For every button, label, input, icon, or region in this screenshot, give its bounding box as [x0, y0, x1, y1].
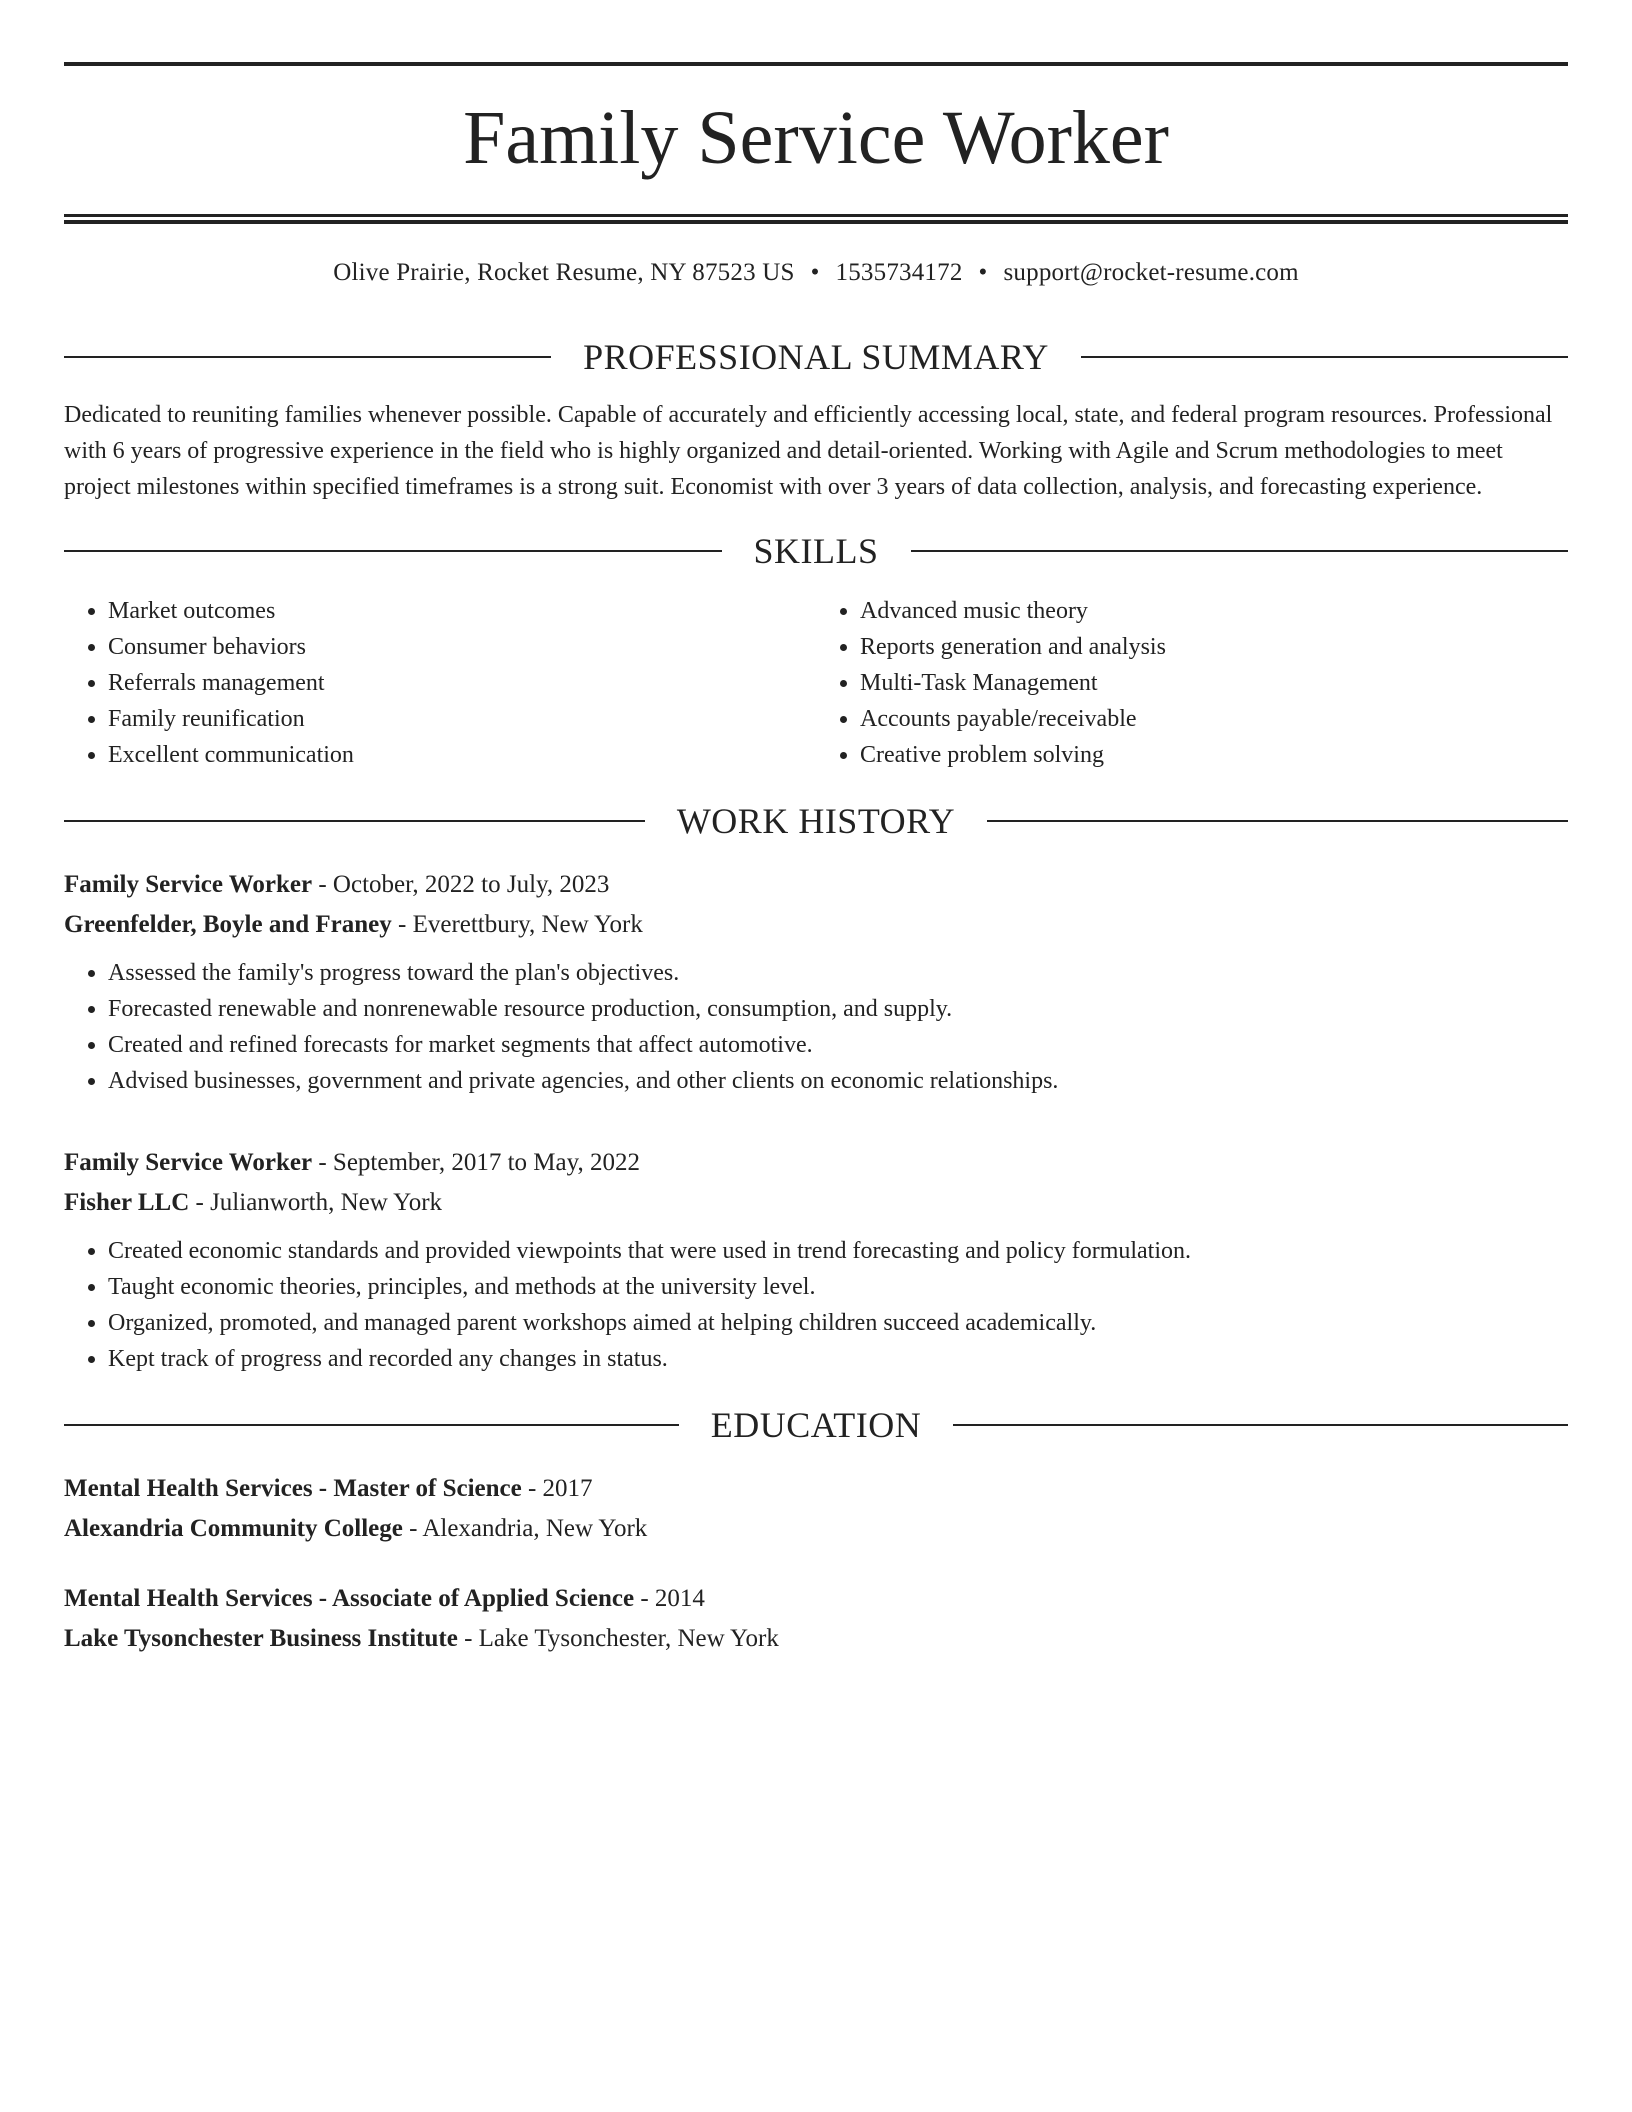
contact-address: Olive Prairie, Rocket Resume, NY 87523 US — [333, 259, 795, 286]
job-bullet: • Assessed the family's progress toward the plan's objectives. — [108, 955, 1568, 991]
education-school-line — [64, 1619, 1568, 1659]
summary-heading — [64, 339, 1568, 375]
job-title-line — [64, 1143, 1568, 1183]
resume-page — [64, 62, 1568, 1659]
heading-rule — [1081, 356, 1568, 358]
job-entry — [64, 1143, 1568, 1377]
skill-item: • Family reunification — [108, 701, 816, 737]
education-school-line — [64, 1509, 1568, 1549]
resume-name: Family Service Worker — [463, 96, 1169, 180]
heading-rule — [64, 550, 722, 552]
skills-list — [64, 593, 1568, 773]
contact-email: support@rocket-resume.com — [1003, 259, 1299, 286]
skill-item: • Creative problem solving — [860, 737, 1568, 773]
job-bullet: • Created and refined forecasts for market segments that affect automotive. — [108, 1027, 1568, 1063]
education-degree-line — [64, 1579, 1568, 1619]
job-company-line — [64, 905, 1568, 945]
contact-separator: • — [810, 259, 820, 286]
job-company: Greenfelder, Boyle and Franey — [64, 911, 392, 938]
job-company-line — [64, 1183, 1568, 1223]
job-dates: - September, 2017 to May, 2022 — [312, 1149, 640, 1176]
section-title: PROFESSIONAL SUMMARY — [583, 337, 1049, 377]
section-title: EDUCATION — [710, 1405, 922, 1445]
skill-item: • Advanced music theory — [860, 593, 1568, 629]
education-location: - Lake Tysonchester, New York — [457, 1625, 779, 1652]
education-school: Alexandria Community College — [64, 1515, 403, 1542]
job-bullet: • Forecasted renewable and nonrenewable resource production, consumption, and supply. — [108, 991, 1568, 1027]
education-degree: Mental Health Services - Master of Science — [64, 1475, 522, 1502]
job-location: - Everettbury, New York — [391, 911, 643, 938]
job-bullet: • Created economic standards and provided viewpoints that were used in trend forecasting and policy formulation. — [108, 1233, 1568, 1269]
job-dates: - October, 2022 to July, 2023 — [312, 871, 610, 898]
heading-rule — [987, 820, 1568, 822]
heading-rule — [911, 550, 1569, 552]
skill-item: • Consumer behaviors — [108, 629, 816, 665]
contact-line — [64, 260, 1568, 285]
skill-item: • Market outcomes — [108, 593, 816, 629]
heading-rule — [64, 820, 645, 822]
job-entry — [64, 865, 1568, 1099]
skills-column-right — [816, 593, 1568, 773]
education-location: - Alexandria, New York — [402, 1515, 648, 1542]
section-title: WORK HISTORY — [676, 801, 956, 841]
education-degree: Mental Health Services - Associate of Applied Science — [64, 1585, 635, 1612]
skills-column-left — [64, 593, 816, 773]
education-school: Lake Tysonchester Business Institute — [64, 1625, 458, 1652]
skill-item: • Excellent communication — [108, 737, 816, 773]
double-rule — [64, 214, 1568, 224]
skill-item: • Accounts payable/receivable — [860, 701, 1568, 737]
work-heading — [64, 803, 1568, 839]
skill-item: • Referrals management — [108, 665, 816, 701]
education-year: - 2014 — [634, 1585, 705, 1612]
job-bullet: • Organized, promoted, and managed parent workshops aimed at helping children succeed academically. — [108, 1305, 1568, 1341]
education-entry — [64, 1579, 1568, 1659]
skills-heading — [64, 533, 1568, 569]
heading-rule — [64, 356, 551, 358]
heading-rule — [64, 1424, 679, 1426]
heading-rule — [953, 1424, 1568, 1426]
education-year: - 2017 — [521, 1475, 593, 1502]
job-bullet: • Advised businesses, government and private agencies, and other clients on economic relationships. — [108, 1063, 1568, 1099]
job-bullet: • Kept track of progress and recorded any changes in status. — [108, 1341, 1568, 1377]
contact-separator: • — [978, 259, 988, 286]
job-title-line — [64, 865, 1568, 905]
job-bullet: • Taught economic theories, principles, and methods at the university level. — [108, 1269, 1568, 1305]
summary-text: Dedicated to reuniting families whenever possible. Capable of accurately and efficiently accessing local, state, and federal program resources. Professional with 6 years of progressive experience in the field who is highly organized and detail-oriented. Working with Agile and Scrum methodologies to meet project milestones within specified timeframes is a strong suit. Economist with over 3 years of data collection, analysis, and forecasting experience. — [64, 402, 1553, 500]
job-role: Family Service Worker — [64, 1149, 313, 1176]
education-heading — [64, 1407, 1568, 1443]
job-role: Family Service Worker — [64, 871, 313, 898]
job-bullets — [64, 1233, 1568, 1377]
section-title: SKILLS — [753, 531, 879, 571]
skill-item: • Multi-Task Management — [860, 665, 1568, 701]
education-entry — [64, 1469, 1568, 1549]
skill-item: • Reports generation and analysis — [860, 629, 1568, 665]
top-rule — [64, 62, 1568, 66]
contact-phone: 1535734172 — [835, 259, 963, 286]
job-company: Fisher LLC — [64, 1189, 190, 1216]
education-degree-line — [64, 1469, 1568, 1509]
job-bullets — [64, 955, 1568, 1099]
job-location: - Julianworth, New York — [189, 1189, 443, 1216]
